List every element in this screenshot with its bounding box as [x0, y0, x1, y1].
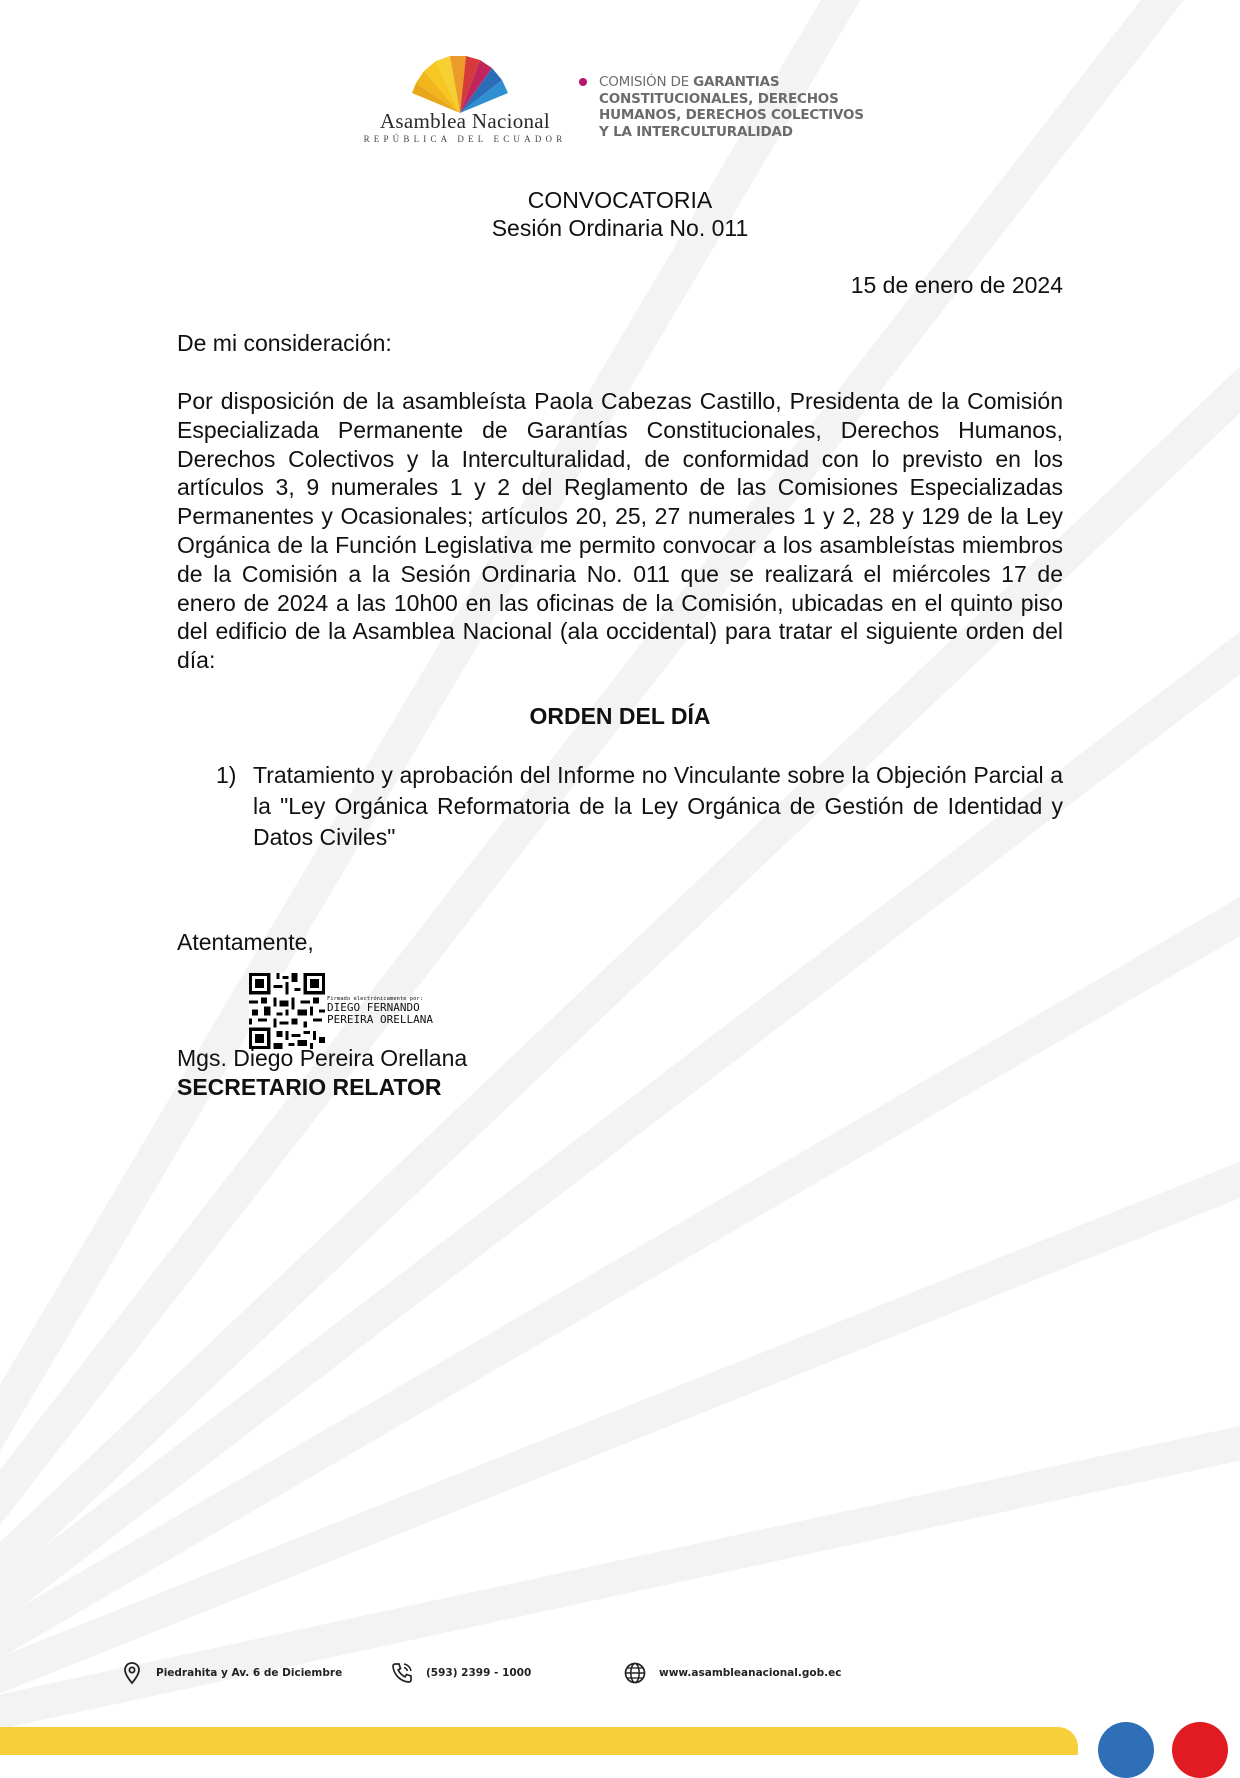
agenda-item-text: Tratamiento y aprobación del Informe no Vinculante sobre la Objeción Parcial a la "Ley Orgánica Reformatoria de la Ley Orgánica de Gestión de Identidad y Datos Civiles": [253, 762, 1063, 850]
signature-name: [327, 1002, 433, 1026]
salutation: De mi consideración:: [177, 330, 392, 356]
footer-phone: [390, 1660, 531, 1686]
signature-name-line-1: DIEGO FERNANDO: [327, 1001, 420, 1014]
body-paragraph: Por disposición de la asambleísta Paola Cabezas Castillo, Presidenta de la Comisión Especializada Permanente de Garantías Constitucionales, Derechos Humanos, Derechos Colectivos y la Interculturalidad, de conformidad con lo previsto en los artículos 3, 9 numerales 1 y 2 del Reglamento de las Comisiones Especializadas Permanentes y Ocasionales; artículos 20, 25, 27 numerales 1 y 2, 28 y 129 de la Ley Orgánica de la Función Legislativa me permito convocar a los asambleístas miembros de la Comisión a la Sesión Ordinaria No. 011 que se realizará el miércoles 17 de enero de 2024 a las 10h00 en las oficinas de la Comisión, ubicadas en el quinto piso del edificio de la Asamblea Nacional (ala occidental) para tratar el siguiente orden del día:: [177, 388, 1063, 674]
signature-caption: Firmado electrónicamente por:: [327, 996, 424, 1002]
location-pin-icon: [120, 1661, 144, 1685]
commission-line-3: HUMANOS, DERECHOS COLECTIVOS: [599, 107, 864, 123]
signer-role: SECRETARIO RELATOR: [177, 1074, 442, 1100]
document-subtitle: Sesión Ordinaria No. 011: [491, 215, 749, 241]
document-date: 15 de enero de 2024: [850, 272, 1063, 298]
signature-name-line-2: PEREIRA ORELLANA: [327, 1013, 433, 1026]
agenda-title: ORDEN DEL DÍA: [529, 703, 711, 729]
logo-name: Asamblea Nacional: [379, 109, 551, 133]
asamblea-logo: [355, 55, 575, 145]
commission-line-1: COMISIÓN DE GARANTIAS: [599, 74, 780, 90]
globe-icon: [623, 1661, 647, 1685]
footer-yellow-bar: [0, 1727, 1078, 1755]
footer-address-text: Piedrahita y Av. 6 de Diciembre: [156, 1667, 343, 1679]
footer-website-text: www.asambleanacional.gob.ec: [659, 1667, 842, 1679]
phone-icon: [390, 1661, 414, 1685]
signature-qr-code: [249, 973, 325, 1049]
closing: Atentamente,: [177, 929, 314, 955]
document-title: CONVOCATORIA: [527, 187, 713, 213]
footer-address: [120, 1660, 342, 1686]
commission-line-4: Y LA INTERCULTURALIDAD: [599, 123, 793, 140]
signer-name: Mgs. Diego Pereira Orellana: [177, 1045, 468, 1071]
commission-name: [599, 74, 899, 140]
footer-blue-circle: [1098, 1722, 1154, 1778]
commission-line-2: CONSTITUCIONALES, DERECHOS: [599, 90, 839, 107]
logo-subtitle: REPÚBLICA DEL ECUADOR: [363, 134, 567, 144]
commission-bullet: [579, 78, 587, 86]
footer-phone-text: (593) 2399 - 1000: [426, 1667, 532, 1679]
footer-red-circle: [1172, 1722, 1228, 1778]
footer-website: [623, 1660, 841, 1686]
sun-rays-icon: [405, 55, 515, 113]
agenda-item-number: 1): [216, 762, 237, 788]
